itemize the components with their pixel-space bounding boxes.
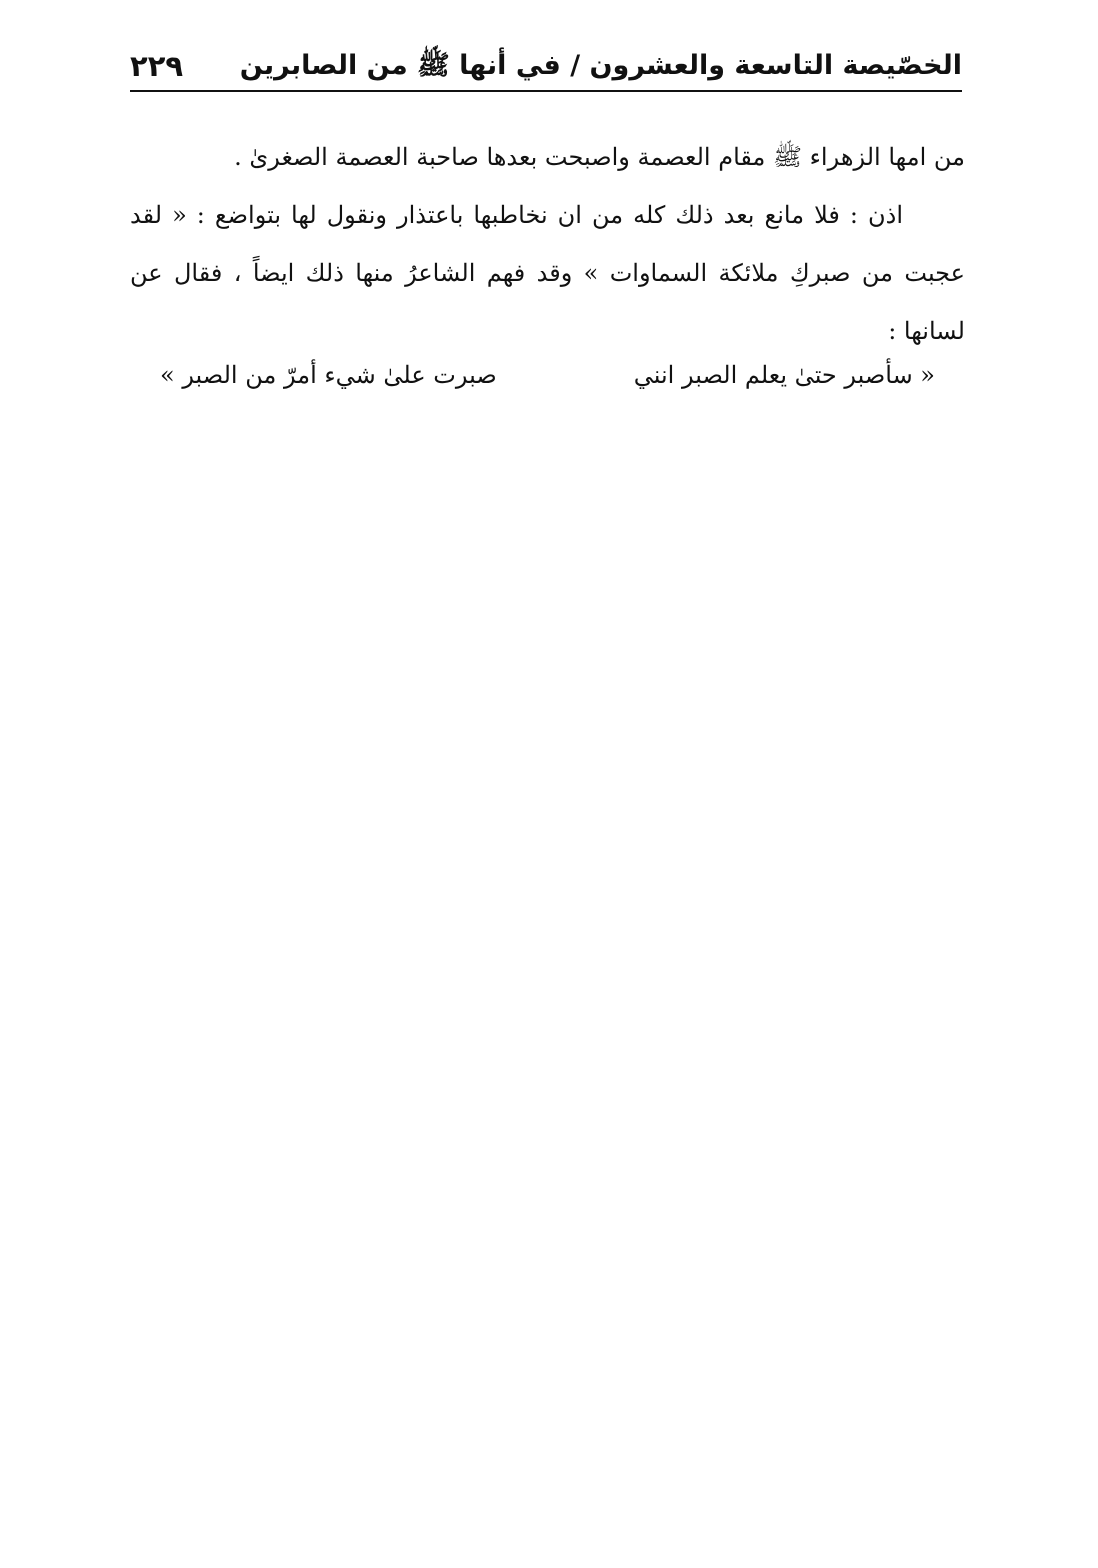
paragraph: من امها الزهراء ﷺ مقام العصمة واصبحت بعدها صاحبة العصمة الصغرىٰ .: [234, 143, 965, 171]
header-rule: [130, 90, 962, 92]
paragraph: اذن : فلا مانع بعد ذلك كله من ان نخاطبها باعتذار ونقول لها بتواضع : « لقد عجبت من صبركِ ملائكة السماوات » وقد فهم الشاعرُ منها ذلك ايضاً ، فقال عن لسانها :: [130, 201, 965, 345]
page-header: [130, 44, 962, 92]
page-number: ٢٢٩: [130, 49, 184, 83]
running-title: الخصّيصة التاسعة والعشرون / في أنها ﷺ من الصابرين: [239, 50, 962, 81]
body-text: [130, 128, 965, 360]
verse-first-hemistich: صبرت علىٰ شيء أمرّ من الصبر »: [160, 361, 497, 389]
poetry-verse: [160, 346, 935, 404]
verse-second-hemistich: « سأصبر حتىٰ يعلم الصبر انني: [633, 361, 935, 389]
